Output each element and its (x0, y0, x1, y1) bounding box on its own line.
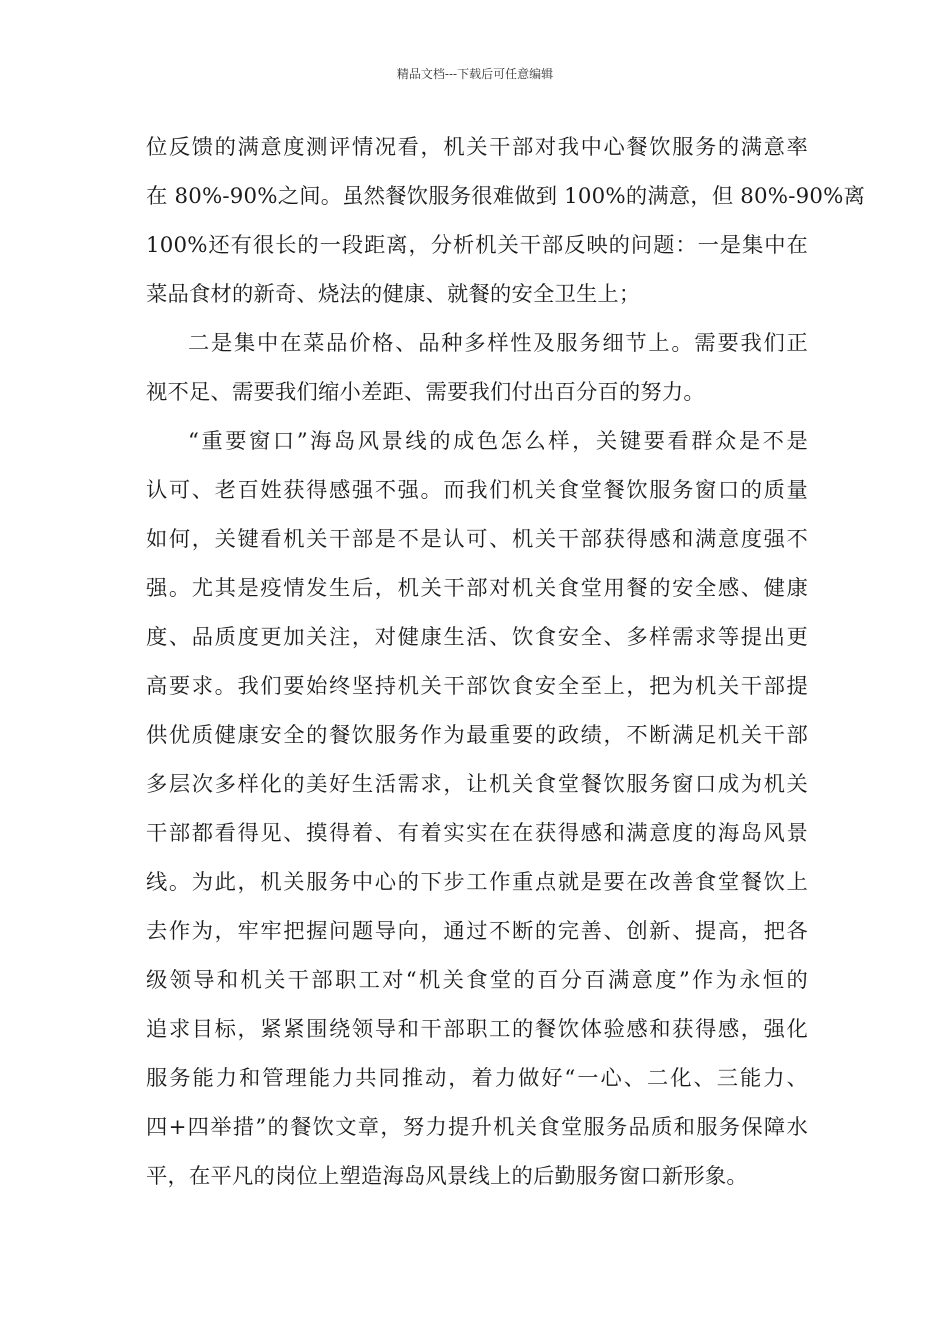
text-line: 干部都看得见、摸得着、有着实实在在获得感和满意度的海岛风景 (146, 821, 808, 846)
text-line: 强。尤其是疫情发生后，机关干部对机关食堂用餐的安全感、健康 (146, 576, 808, 601)
paragraph-1 (146, 123, 866, 319)
text-line: 度、品质度更加关注，对健康生活、饮食安全、多样需求等提出更 (146, 625, 808, 650)
text-line: 如何，关键看机关干部是不是认可、机关干部获得感和满意度强不 (146, 527, 808, 552)
document-body (146, 123, 866, 1201)
text-line: 平，在平凡的岗位上塑造海岛风景线上的后勤服务窗口新形象。 (146, 1164, 748, 1189)
text-line: 级领导和机关干部职工对“机关食堂的百分百满意度”作为永恒的 (146, 968, 808, 993)
text-line: “重要窗口”海岛风景线的成色怎么样，关键要看群众是不是 (188, 429, 808, 454)
text-line: 位反馈的满意度测评情况看，机关干部对我中心餐饮服务的满意率 (146, 135, 808, 160)
text-line: 多层次多样化的美好生活需求，让机关食堂餐饮服务窗口成为机关 (146, 772, 808, 797)
text-line: 二是集中在菜品价格、品种多样性及服务细节上。需要我们正 (188, 331, 808, 356)
text-line: 100%还有很长的一段距离，分析机关干部反映的问题：一是集中在 (146, 233, 808, 258)
paragraph-3 (146, 417, 808, 1201)
text-line: 高要求。我们要始终坚持机关干部饮食安全至上，把为机关干部提 (146, 674, 808, 699)
text-line: 线。为此，机关服务中心的下步工作重点就是要在改善食堂餐饮上 (146, 870, 808, 895)
text-line: 追求目标，紧紧围绕领导和干部职工的餐饮体验感和获得感，强化 (146, 1017, 808, 1042)
text-line: 菜品食材的新奇、烧法的健康、就餐的安全卫生上； (146, 282, 641, 307)
text-line: 视不足、需要我们缩小差距、需要我们付出百分百的努力。 (146, 380, 705, 405)
page-header: 精品文档---下载后可任意编辑 (396, 67, 554, 81)
text-line: 在 80%-90%之间。虽然餐饮服务很难做到 100%的满意，但 80%-90%离 (146, 184, 866, 209)
text-line: 去作为，牢牢把握问题导向，通过不断的完善、创新、提高，把各 (146, 919, 808, 944)
text-line: 认可、老百姓获得感强不强。而我们机关食堂餐饮服务窗口的质量 (146, 478, 808, 503)
text-line: 服务能力和管理能力共同推动，着力做好“一心、二化、三能力、 (146, 1066, 808, 1091)
text-line: 供优质健康安全的餐饮服务作为最重要的政绩，不断满足机关干部 (146, 723, 808, 748)
paragraph-2 (146, 319, 808, 417)
text-line: 四+四举措”的餐饮文章，努力提升机关食堂服务品质和服务保障水 (146, 1115, 808, 1140)
